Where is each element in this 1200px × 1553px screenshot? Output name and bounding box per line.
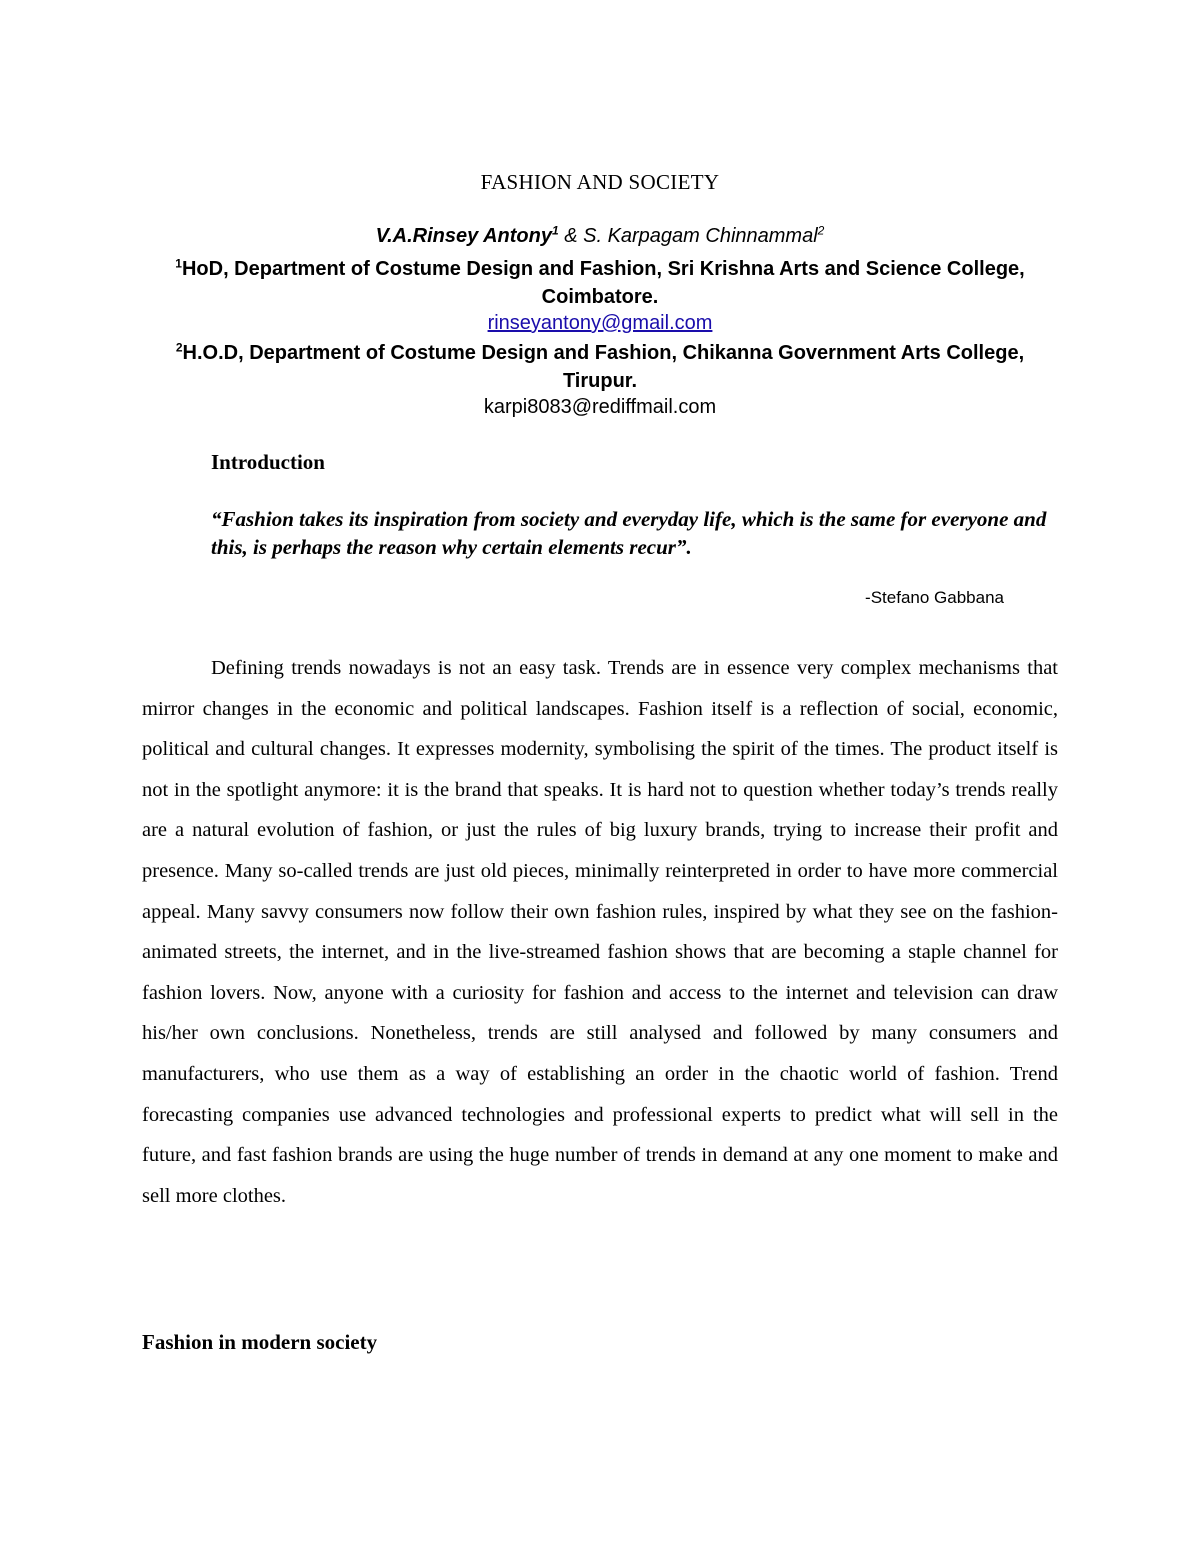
author-1-superscript: 1 [551, 223, 559, 238]
opening-quote: “Fashion takes its inspiration from society and everyday life, which is the same for everyone and this, is perhaps the reason why certain elements recur”. [211, 507, 1047, 559]
author-2-superscript: 2 [817, 223, 825, 238]
introduction-heading: Introduction [211, 450, 325, 474]
quote-attribution: -Stefano Gabbana [865, 588, 1004, 607]
author-2-name: S. Karpagam Chinnammal [583, 225, 818, 247]
affiliation-1-text: HoD, Department of Costume Design and Fashion, Sri Krishna Arts and Science College, Coimbatore. [181, 258, 1025, 308]
affiliation-1 [150, 255, 1050, 311]
author-line [150, 225, 1050, 248]
author-1-name: V.A.Rinsey Antony [375, 225, 552, 247]
email-2: karpi8083@rediffmail.com [483, 396, 717, 418]
author-separator: & [558, 225, 584, 247]
affiliation-1-superscript: 1 [175, 256, 182, 271]
affiliation-2 [150, 339, 1050, 395]
affiliation-2-superscript: 2 [175, 340, 183, 355]
body-paragraph: Defining trends nowadays is not an easy task. Trends are in essence very complex mechanisms that mirror changes in the economic and political landscapes. Fashion itself is a reflection of social, economic, political and cultural changes. It expresses modernity, symbolising the spirit of the times. The product itself is not in the spotlight anymore: it is the brand that speaks. It is hard not to question whether today’s trends really are a natural evolution of fashion, or just the rules of big luxury brands, trying to increase their profit and presence. Many so-called trends are just old pieces, minimally reinterpreted in order to have more commercial appeal. Many savvy consumers now follow their own fashion rules, inspired by what they see on the fashion-animated streets, the internet, and in the live-streamed fashion shows that are becoming a staple channel for fashion lovers. Now, anyone with a curiosity for fashion and access to the internet and television can draw his/her own conclusions. Nonetheless, trends are still analysed and followed by many consumers and manufacturers, who use them as a way of establishing an order in the chaotic world of fashion. Trend forecasting companies use advanced technologies and professional experts to predict what will sell in the future, and fast fashion brands are using the huge number of trends in demand at any one moment to make and sell more clothes. [142, 657, 1058, 1207]
email-link-1[interactable]: rinseyantony@gmail.com [487, 312, 713, 334]
paper-title: FASHION AND SOCIETY [480, 170, 720, 194]
affiliation-2-text: H.O.D, Department of Costume Design and Fashion, Chikanna Government Arts College, Tirupur. [182, 342, 1025, 392]
section-heading: Fashion in modern society [142, 1330, 378, 1354]
